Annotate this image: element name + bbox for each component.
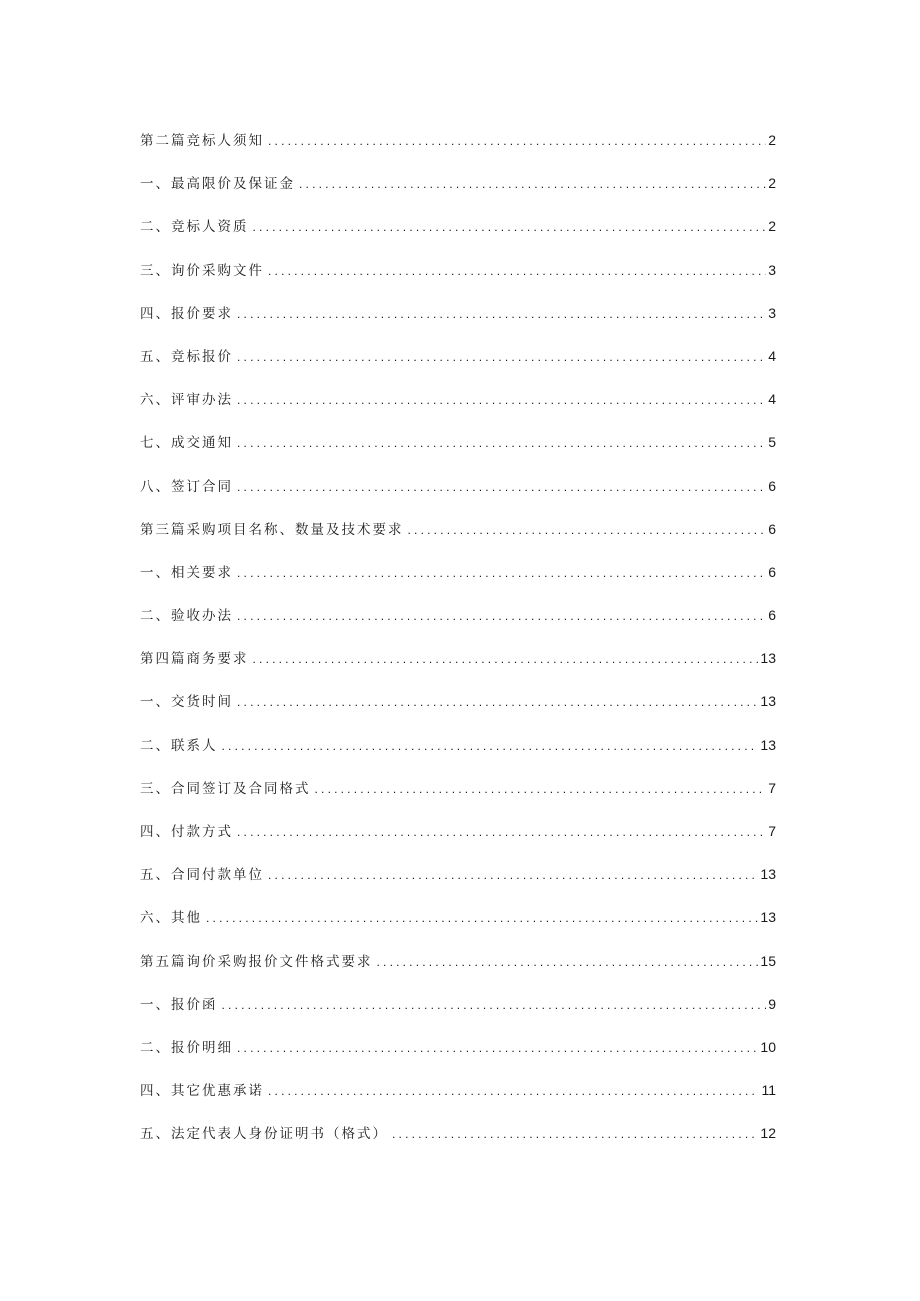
- toc-entry[interactable]: [140, 817, 776, 860]
- toc-page-number: 11: [761, 1082, 776, 1099]
- toc-dot-leader: [237, 1034, 758, 1062]
- toc-page-number: 2: [768, 132, 776, 148]
- toc-dot-leader: [268, 1077, 759, 1105]
- toc-page-number: 6: [768, 607, 776, 624]
- toc-dot-leader: [268, 861, 758, 889]
- toc-entry-title: 二、联系人: [140, 737, 218, 754]
- toc-entry[interactable]: [140, 687, 776, 730]
- toc-page-number: 7: [768, 779, 776, 796]
- toc-entry[interactable]: [140, 299, 776, 342]
- toc-entry-title: 一、最高限价及保证金: [140, 176, 295, 193]
- toc-dot-leader: [299, 170, 766, 198]
- toc-dot-leader: [237, 688, 758, 716]
- toc-dot-leader: [237, 602, 766, 630]
- toc-entry[interactable]: [140, 428, 776, 471]
- toc-page-number: 13: [760, 736, 776, 753]
- toc-page-number: 10: [760, 1038, 776, 1055]
- toc-dot-leader: [237, 386, 766, 414]
- toc-entry-title: 一、相关要求: [140, 564, 233, 581]
- toc-entry-title: 五、合同付款单位: [140, 867, 264, 884]
- toc-entry[interactable]: [140, 558, 776, 601]
- toc-entry-title: 四、报价要求: [140, 305, 233, 322]
- toc-entry[interactable]: [140, 472, 776, 515]
- toc-dot-leader: [206, 904, 758, 932]
- toc-dot-leader: [253, 213, 767, 241]
- toc-page-number: 9: [768, 995, 776, 1012]
- toc-entry-title: 一、报价函: [140, 996, 218, 1013]
- toc-page-number: 13: [760, 909, 776, 926]
- toc-entry[interactable]: [140, 990, 776, 1033]
- toc-page-number: 4: [768, 347, 776, 364]
- toc-entry-title: 七、成交通知: [140, 435, 233, 452]
- toc-page-number: 2: [768, 218, 776, 235]
- toc-dot-leader: [237, 559, 766, 587]
- toc-dot-leader: [392, 1120, 758, 1148]
- toc-dot-leader: [237, 818, 766, 846]
- table-of-contents: [140, 126, 776, 1163]
- toc-entry-title: 六、其他: [140, 910, 202, 927]
- toc-entry-title: 一、交货时间: [140, 694, 233, 711]
- toc-entry[interactable]: [140, 644, 776, 687]
- toc-entry-title: 六、评审办法: [140, 392, 233, 409]
- toc-entry-title: 二、竞标人资质: [140, 219, 249, 236]
- toc-entry[interactable]: [140, 947, 776, 990]
- toc-page-number: 7: [768, 823, 776, 839]
- toc-page-number: 13: [760, 650, 776, 667]
- toc-page-number: 4: [768, 391, 776, 408]
- toc-entry-title: 五、竞标报价: [140, 348, 233, 365]
- toc-entry[interactable]: [140, 860, 776, 903]
- toc-dot-leader: [253, 645, 759, 673]
- toc-entry[interactable]: [140, 1076, 776, 1119]
- toc-dot-leader: [377, 948, 759, 976]
- toc-entry[interactable]: [140, 774, 776, 817]
- toc-dot-leader: [237, 429, 766, 457]
- toc-dot-leader: [222, 732, 759, 760]
- toc-dot-leader: [268, 257, 766, 285]
- toc-page-number: 6: [768, 477, 776, 494]
- toc-dot-leader: [237, 473, 766, 501]
- toc-page-number: 15: [760, 952, 776, 969]
- toc-dot-leader: [268, 127, 766, 155]
- toc-entry[interactable]: [140, 1119, 776, 1162]
- toc-entry-title: 三、合同签订及合同格式: [140, 780, 311, 797]
- toc-page-number: 13: [760, 866, 776, 883]
- toc-dot-leader: [237, 300, 766, 328]
- toc-entry[interactable]: [140, 731, 776, 774]
- toc-dot-leader: [315, 775, 767, 803]
- toc-entry[interactable]: [140, 169, 776, 212]
- toc-entry-title: 二、报价明细: [140, 1039, 233, 1056]
- toc-page-number: 12: [760, 1125, 776, 1142]
- toc-entry-title: 四、付款方式: [140, 824, 233, 840]
- toc-entry-title: 二、验收办法: [140, 608, 233, 625]
- toc-entry[interactable]: [140, 342, 776, 385]
- toc-dot-leader: [408, 516, 767, 544]
- toc-entry-title: 三、询价采购文件: [140, 262, 264, 279]
- toc-entry[interactable]: [140, 212, 776, 255]
- toc-entry-title: 五、法定代表人身份证明书（格式）: [140, 1126, 388, 1143]
- toc-dot-leader: [222, 991, 767, 1019]
- toc-entry[interactable]: [140, 126, 776, 169]
- toc-entry-title: 第三篇采购项目名称、数量及技术要求: [140, 521, 404, 538]
- toc-page-number: 3: [768, 304, 776, 321]
- toc-entry[interactable]: [140, 601, 776, 644]
- toc-entry-title: 四、其它优惠承诺: [140, 1083, 264, 1100]
- toc-page-number: 5: [768, 434, 776, 451]
- toc-page-number: 3: [768, 261, 776, 278]
- toc-page-number: 6: [768, 563, 776, 580]
- toc-entry[interactable]: [140, 385, 776, 428]
- toc-entry-title: 八、签订合同: [140, 478, 233, 495]
- toc-entry-title: 第五篇询价采购报价文件格式要求: [140, 953, 373, 970]
- toc-entry[interactable]: [140, 256, 776, 299]
- toc-entry[interactable]: [140, 1033, 776, 1076]
- toc-entry-title: 第二篇竞标人须知: [140, 133, 264, 149]
- toc-page-number: 2: [768, 175, 776, 192]
- toc-entry[interactable]: [140, 515, 776, 558]
- toc-dot-leader: [237, 343, 766, 371]
- toc-page-number: 6: [768, 520, 776, 537]
- toc-entry-title: 第四篇商务要求: [140, 651, 249, 668]
- toc-page-number: 13: [760, 693, 776, 710]
- toc-entry[interactable]: [140, 903, 776, 946]
